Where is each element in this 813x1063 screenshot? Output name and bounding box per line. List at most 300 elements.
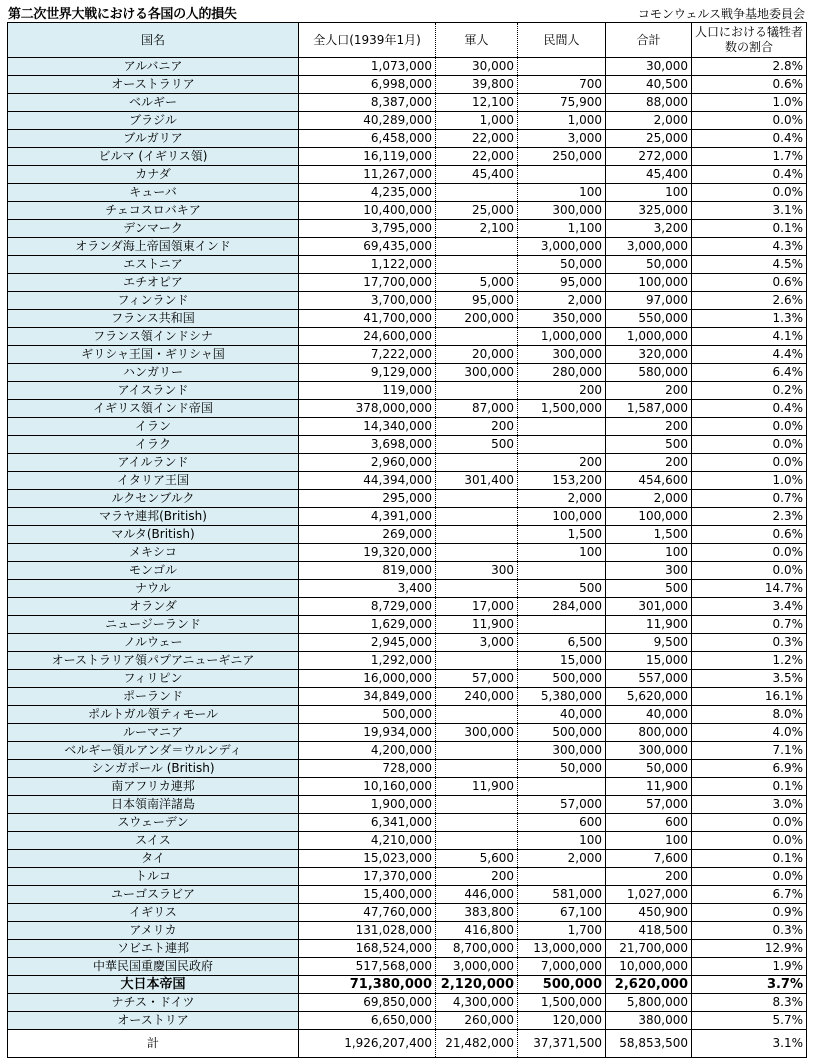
population-cell: 71,380,000 [299,976,436,994]
table-row [8,292,807,310]
ratio-cell: 6.7% [692,886,807,904]
country-name: デンマーク [8,220,299,238]
table-row [8,670,807,688]
total-cell: 100,000 [606,508,692,526]
total-cell: 2,000 [606,112,692,130]
military-cell: 4,300,000 [436,994,518,1012]
civilian-cell: 2,000 [518,490,606,508]
population-cell: 34,849,000 [299,688,436,706]
population-cell: 41,700,000 [299,310,436,328]
ratio-cell: 1.7% [692,148,807,166]
civilian-cell: 250,000 [518,148,606,166]
population-cell: 44,394,000 [299,472,436,490]
ratio-cell: 0.4% [692,400,807,418]
military-cell: 11,900 [436,778,518,796]
ratio-cell: 8.3% [692,994,807,1012]
table-row [8,418,807,436]
population-cell: 3,698,000 [299,436,436,454]
civilian-cell [518,562,606,580]
ratio-cell: 14.7% [692,580,807,598]
population-cell: 19,934,000 [299,724,436,742]
military-cell: 2,120,000 [436,976,518,994]
ratio-cell: 1.9% [692,958,807,976]
ratio-cell: 4.4% [692,346,807,364]
population-cell: 8,387,000 [299,94,436,112]
civilian-cell: 75,900 [518,94,606,112]
population-cell: 378,000,000 [299,400,436,418]
total-row [8,1030,807,1058]
population-cell: 47,760,000 [299,904,436,922]
ratio-cell: 0.3% [692,922,807,940]
civilian-cell [518,418,606,436]
table-row [8,544,807,562]
country-name: オーストラリア領パプアニューギニア [8,652,299,670]
table-row [8,76,807,94]
page-title: 第二次世界大戦における各国の人的損失 [8,7,237,22]
table-row [8,814,807,832]
military-cell: 25,000 [436,202,518,220]
ratio-cell: 16.1% [692,688,807,706]
country-name: アイスランド [8,382,299,400]
population-cell: 1,900,000 [299,796,436,814]
population-cell: 119,000 [299,382,436,400]
population-cell: 6,341,000 [299,814,436,832]
population-cell: 4,200,000 [299,742,436,760]
population-cell: 8,729,000 [299,598,436,616]
civilian-cell: 7,000,000 [518,958,606,976]
total-cell: 3,200 [606,220,692,238]
ratio-cell: 0.0% [692,562,807,580]
country-name: イラク [8,436,299,454]
military-cell [436,508,518,526]
header-row [8,23,807,58]
population-cell: 1,292,000 [299,652,436,670]
civilian-cell: 50,000 [518,760,606,778]
total-cell: 100 [606,544,692,562]
country-name: メキシコ [8,544,299,562]
ratio-cell: 0.0% [692,544,807,562]
ratio-cell: 0.4% [692,166,807,184]
civilian-cell: 300,000 [518,202,606,220]
table-row [8,778,807,796]
country-name: エストニア [8,256,299,274]
table-row [8,382,807,400]
population-cell: 10,160,000 [299,778,436,796]
military-cell: 2,100 [436,220,518,238]
population-cell: 819,000 [299,562,436,580]
ratio-cell: 0.0% [692,436,807,454]
total-cell: 200 [606,868,692,886]
population-cell: 69,435,000 [299,238,436,256]
country-name: ナチス・ドイツ [8,994,299,1012]
country-name: フィンランド [8,292,299,310]
country-name: フィリピン [8,670,299,688]
total-cell: 88,000 [606,94,692,112]
country-name: スイス [8,832,299,850]
population-cell: 16,119,000 [299,148,436,166]
ratio-cell: 8.0% [692,706,807,724]
military-cell: 5,000 [436,274,518,292]
military-cell: 3,000 [436,634,518,652]
military-cell: 20,000 [436,346,518,364]
ratio-cell: 0.0% [692,832,807,850]
civilian-cell: 153,200 [518,472,606,490]
total-cell: 200 [606,418,692,436]
ratio-cell: 5.7% [692,1012,807,1030]
military-cell [436,256,518,274]
total-cell: 200 [606,382,692,400]
table-row [8,130,807,148]
country-name: シンガポール (British) [8,760,299,778]
total-cell: 10,000,000 [606,958,692,976]
table-row [8,688,807,706]
country-name: イギリス [8,904,299,922]
total-cell: 500 [606,436,692,454]
military-cell: 95,000 [436,292,518,310]
military-cell [436,796,518,814]
table-row [8,616,807,634]
table-row [8,310,807,328]
total-cell: 418,500 [606,922,692,940]
total-cell: 200 [606,454,692,472]
country-name: ルーマニア [8,724,299,742]
total-military: 21,482,000 [436,1030,518,1058]
table-row [8,868,807,886]
country-name: フランス共和国 [8,310,299,328]
country-name: ナウル [8,580,299,598]
civilian-cell: 280,000 [518,364,606,382]
table-row [8,256,807,274]
population-cell: 1,122,000 [299,256,436,274]
ratio-cell: 0.1% [692,850,807,868]
table-row [8,346,807,364]
military-cell: 17,000 [436,598,518,616]
total-cell: 100 [606,184,692,202]
ratio-cell: 0.1% [692,778,807,796]
civilian-cell: 3,000 [518,130,606,148]
total-cell: 320,000 [606,346,692,364]
table-row [8,796,807,814]
table-row [8,922,807,940]
ratio-cell: 0.0% [692,184,807,202]
military-cell: 45,400 [436,166,518,184]
country-name: オランダ海上帝国領東インド [8,238,299,256]
total-cell: 40,000 [606,706,692,724]
population-cell: 17,700,000 [299,274,436,292]
population-cell: 19,320,000 [299,544,436,562]
country-name: 日本領南洋諸島 [8,796,299,814]
military-cell [436,706,518,724]
country-name: フランス領インドシナ [8,328,299,346]
military-cell: 5,600 [436,850,518,868]
civilian-cell: 581,000 [518,886,606,904]
civilian-cell: 600 [518,814,606,832]
civilian-cell: 1,500,000 [518,994,606,1012]
ratio-cell: 12.9% [692,940,807,958]
table-row [8,202,807,220]
table-row [8,580,807,598]
ratio-cell: 2.8% [692,58,807,76]
ratio-cell: 0.9% [692,904,807,922]
civilian-cell [518,436,606,454]
ratio-cell: 0.6% [692,76,807,94]
total-cell: 2,000 [606,490,692,508]
total-cell: 1,587,000 [606,400,692,418]
table-row [8,706,807,724]
country-name: アメリカ [8,922,299,940]
civilian-cell: 2,000 [518,850,606,868]
country-name: ブラジル [8,112,299,130]
table-row [8,490,807,508]
military-cell [436,184,518,202]
total-cell: 301,000 [606,598,692,616]
population-cell: 17,370,000 [299,868,436,886]
total-cell: 1,500 [606,526,692,544]
ratio-cell: 0.0% [692,454,807,472]
total-cell: 3,000,000 [606,238,692,256]
ratio-cell: 3.1% [692,202,807,220]
military-cell: 300,000 [436,364,518,382]
civilian-cell: 100 [518,832,606,850]
civilian-cell: 500,000 [518,724,606,742]
military-cell: 301,400 [436,472,518,490]
ratio-cell: 4.1% [692,328,807,346]
ratio-cell: 0.0% [692,418,807,436]
civilian-cell: 120,000 [518,1012,606,1030]
table-row [8,58,807,76]
country-name: ルクセンブルク [8,490,299,508]
ratio-cell: 6.9% [692,760,807,778]
total-cell: 300 [606,562,692,580]
civilian-cell: 50,000 [518,256,606,274]
total-civilian: 37,371,500 [518,1030,606,1058]
military-cell: 200 [436,418,518,436]
military-cell: 416,800 [436,922,518,940]
table-row [8,220,807,238]
ratio-cell: 3.5% [692,670,807,688]
ratio-cell: 4.0% [692,724,807,742]
header-total: 合計 [606,23,692,58]
civilian-cell: 300,000 [518,742,606,760]
total-cell: 557,000 [606,670,692,688]
civilian-cell: 1,500 [518,526,606,544]
population-cell: 69,850,000 [299,994,436,1012]
ratio-cell: 0.0% [692,868,807,886]
civilian-cell [518,166,606,184]
population-cell: 1,073,000 [299,58,436,76]
civilian-cell [518,778,606,796]
ratio-cell: 3.7% [692,976,807,994]
casualties-table [7,22,807,1058]
country-name: 南アフリカ連邦 [8,778,299,796]
civilian-cell: 1,000 [518,112,606,130]
military-cell [436,814,518,832]
country-name: ポルトガル領ティモール [8,706,299,724]
ratio-cell: 3.4% [692,598,807,616]
civilian-cell [518,868,606,886]
military-cell: 8,700,000 [436,940,518,958]
population-cell: 3,400 [299,580,436,598]
country-name: イラン [8,418,299,436]
country-name: ソビエト連邦 [8,940,299,958]
table-row [8,940,807,958]
population-cell: 728,000 [299,760,436,778]
total-cell: 97,000 [606,292,692,310]
total-cell: 500 [606,580,692,598]
table-row [8,994,807,1012]
military-cell: 500 [436,436,518,454]
country-name: ノルウェー [8,634,299,652]
population-cell: 3,700,000 [299,292,436,310]
ratio-cell: 4.5% [692,256,807,274]
population-cell: 7,222,000 [299,346,436,364]
country-name: ユーゴスラビア [8,886,299,904]
header-civilian: 民間人 [518,23,606,58]
table-row [8,112,807,130]
total-cell: 272,000 [606,148,692,166]
country-name: ギリシャ王国・ギリシャ国 [8,346,299,364]
table-row [8,742,807,760]
table-row [8,526,807,544]
civilian-cell: 200 [518,382,606,400]
table-row [8,328,807,346]
ratio-cell: 1.3% [692,310,807,328]
country-name: マルタ(British) [8,526,299,544]
population-cell: 295,000 [299,490,436,508]
military-cell: 3,000,000 [436,958,518,976]
country-name: イタリア王国 [8,472,299,490]
table-row [8,436,807,454]
military-cell: 30,000 [436,58,518,76]
total-cell: 580,000 [606,364,692,382]
country-name: 中華民国重慶国民政府 [8,958,299,976]
civilian-cell [518,616,606,634]
total-cell: 800,000 [606,724,692,742]
country-name: エチオピア [8,274,299,292]
ratio-cell: 7.1% [692,742,807,760]
civilian-cell: 100 [518,544,606,562]
civilian-cell: 1,700 [518,922,606,940]
civilian-cell: 1,100 [518,220,606,238]
civilian-cell: 500 [518,580,606,598]
military-cell [436,526,518,544]
total-cell: 25,000 [606,130,692,148]
population-cell: 2,960,000 [299,454,436,472]
population-cell: 14,340,000 [299,418,436,436]
total-cell: 9,500 [606,634,692,652]
total-cell: 57,000 [606,796,692,814]
table-row [8,724,807,742]
civilian-cell: 6,500 [518,634,606,652]
total-cell: 7,600 [606,850,692,868]
table-row [8,94,807,112]
population-cell: 500,000 [299,706,436,724]
total-cell: 21,700,000 [606,940,692,958]
civilian-cell: 500,000 [518,976,606,994]
table-body [8,58,807,1030]
table-row [8,508,807,526]
total-label: 計 [8,1030,299,1058]
civilian-cell: 500,000 [518,670,606,688]
population-cell: 40,289,000 [299,112,436,130]
table-row [8,652,807,670]
total-cell: 40,500 [606,76,692,94]
civilian-cell: 700 [518,76,606,94]
total-cell: 600 [606,814,692,832]
ratio-cell: 0.3% [692,634,807,652]
civilian-cell: 2,000 [518,292,606,310]
population-cell: 4,235,000 [299,184,436,202]
civilian-cell: 100 [518,184,606,202]
total-cell: 30,000 [606,58,692,76]
table-row [8,400,807,418]
military-cell: 300,000 [436,724,518,742]
ratio-cell: 2.6% [692,292,807,310]
table-row [8,832,807,850]
country-name: オーストラリア [8,76,299,94]
table-row [8,886,807,904]
country-name: ベルギー [8,94,299,112]
civilian-cell: 1,500,000 [518,400,606,418]
table-row [8,634,807,652]
military-cell [436,832,518,850]
total-cell: 325,000 [606,202,692,220]
total-cell: 50,000 [606,256,692,274]
population-cell: 16,000,000 [299,670,436,688]
military-cell: 260,000 [436,1012,518,1030]
table-row [8,148,807,166]
total-cell: 50,000 [606,760,692,778]
country-name: アルバニア [8,58,299,76]
total-cell: 100 [606,832,692,850]
table-row [8,364,807,382]
total-cell: 100,000 [606,274,692,292]
country-name: モンゴル [8,562,299,580]
table-row [8,472,807,490]
total-cell: 5,620,000 [606,688,692,706]
ratio-cell: 4.3% [692,238,807,256]
civilian-cell: 13,000,000 [518,940,606,958]
military-cell: 300 [436,562,518,580]
civilian-cell: 5,380,000 [518,688,606,706]
civilian-cell: 284,000 [518,598,606,616]
ratio-cell: 0.1% [692,220,807,238]
country-name: ベルギー領ルアンダ＝ウルンディ [8,742,299,760]
civilian-cell: 57,000 [518,796,606,814]
total-cell: 450,900 [606,904,692,922]
civilian-cell: 40,000 [518,706,606,724]
military-cell [436,652,518,670]
population-cell: 24,600,000 [299,328,436,346]
table-row [8,562,807,580]
ratio-cell: 1.2% [692,652,807,670]
country-name: ハンガリー [8,364,299,382]
country-name: オランダ [8,598,299,616]
table-row [8,904,807,922]
civilian-cell: 15,000 [518,652,606,670]
population-cell: 2,945,000 [299,634,436,652]
population-cell: 168,524,000 [299,940,436,958]
civilian-cell [518,58,606,76]
country-name: マラヤ連邦(British) [8,508,299,526]
military-cell [436,382,518,400]
total-ratio: 3.1% [692,1030,807,1058]
country-name: アイルランド [8,454,299,472]
header-country: 国名 [8,23,299,58]
total-cell: 550,000 [606,310,692,328]
civilian-cell: 3,000,000 [518,238,606,256]
country-name: ビルマ (イギリス領) [8,148,299,166]
